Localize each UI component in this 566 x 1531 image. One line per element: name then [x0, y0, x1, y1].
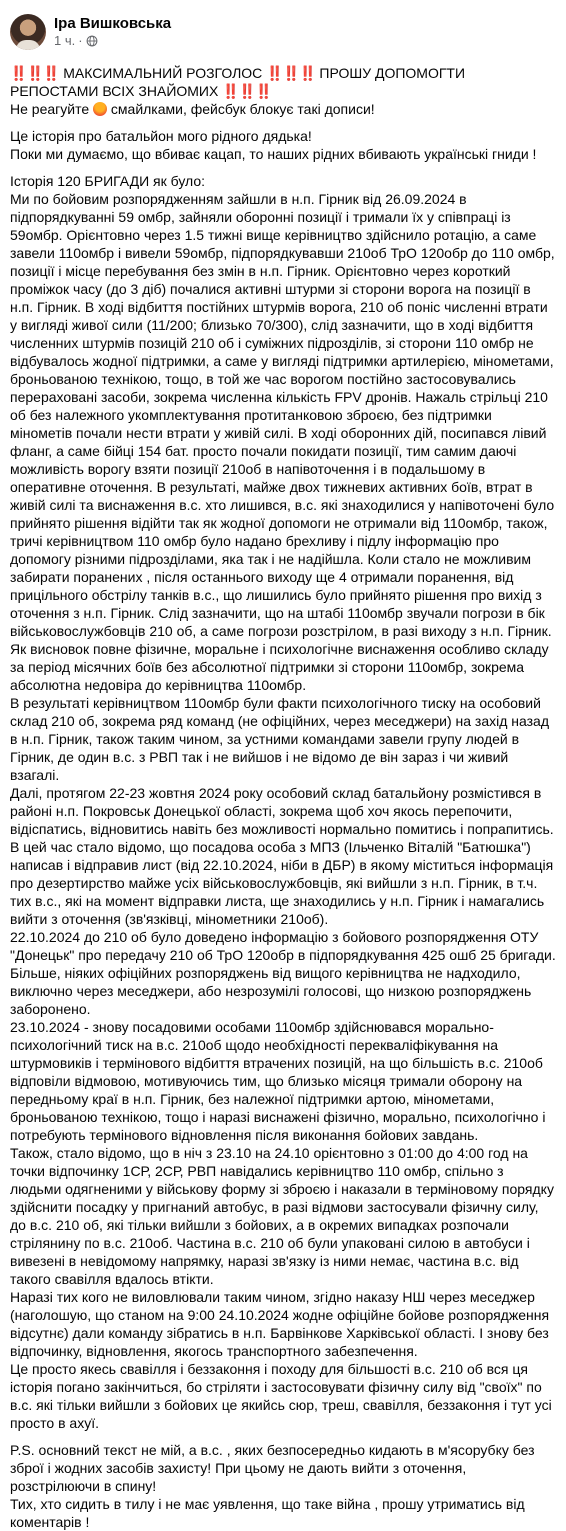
- double-exclamation-icon: ‼️: [282, 65, 300, 81]
- story-paragraph: В результаті керівництвом 110омбр були факти психологічного тиску на особовий склад 210 об, зокрема ряд команд (не офіційних, через меседжери) на захід назад в н.п. Гірник, також таким чином, за устними командами завели групу людей в Гірник, де один в.с. з РВП так і не вийшов і не відомо де він зараз і чи живий взагалі.: [10, 695, 550, 783]
- postscript: P.S. основний текст не мій, а в.с. , яких безпосередньо кидають в м'ясорубку без зброї і жодних засобів захисту! При цьому не дають вийти з оточення, розстрілюючи в спину!: [10, 1442, 535, 1494]
- story-paragraph: 23.10.2024 - знову посадовими особами 110омбр здійснювався морально-психологічний тиск на в.с. 210об щодо необхідності перекваліфікування на штурмовиків і термінового відбиття втрачених позицій, на що більшість в.с. 210об відповіли відмовою, мотивуючись тим, що близько місяця тримали оборону на передньому краї в н.п. Гірник, без належної підтримки артою, мінометами, броньованою технікою, тощо і наразі виснажені фізично, морально, психологічно і потребують термінового відновлення після виконання бойових завдань.: [10, 1019, 546, 1143]
- story-paragraph: Це просто якесь свавілля і беззаконня і походу для більшості в.с. 210 об вся ця історія погано закінчиться, бо стріляти і застосовувати фізичну силу від "своїх" по в.с. які тільки вийшли з бойових це якийсь сюр, треш, свавілля, беззаконня і тут усі просто в ахуї.: [10, 1361, 552, 1431]
- headline-rest: ПРОШУ ДОПОМОГТИ РЕПОСТАМИ ВСІХ ЗНАЙОМИХ: [10, 65, 466, 99]
- story-paragraph: Ми по бойовим розпорядженням зайшли в н.п. Гірник від 26.09.2024 в підпорядкуванні 59 омбр, зайняли оборонні позиції і тримали їх у співпраці із 59омбр. Орієнтовно через 1.5 тижні вище керівництво здійснило ротацію, а саме завели 110омбр і вивели 59омбр, підпорядкувавши 210об ТрО 120обр до 110 омбр, позиції і місце перебування без змін в н.п. Гірник. Орієнтовно через короткий проміжок часу (до 3 діб) почалися активні штурми зі сторони ворога на позиції в н.п. Гірник. В ході відбиття постійних штурмів ворога, 210 об поніс численні втрати у вигляді живої сили (11/200; близько 70/300), слід зазначити, що в ході відбиття численних штурмів позицій 210 об і суміжних підрозділів, зі сторони 110 омбр не відбувалось жодної підтримки, а саме у вигляді підтримки артилерією, мінометами, броньованою технікою, тощо, в той же час ворогом постійно застосовувались перераховані засоби, зокрема численна кількість FPV дронів. Нажаль стрільці 210 об без належного укомплектування протитанковою зброєю, без підтримки мінометів почали нести втрати у живій силі. В ході оборонних дій, посипався лівий фланг, а саме бійці 154 бат. просто почали покидати позиції, тим самим даючі можливість ворогу взяти позиції 210об в напівоточення і в подальшому в оперативне оточення. В результаті, майже двох тижневих активних боїв, втрат в живій силі та виснаження в.с. хто лишився, в.с. які знаходилися у напівоточені було прийнято рішення відійти так як жодної допомоги не отримали від 110омбр, також, тричі керівництвом 110 омбр було надано брехливу і підлу інформацію про допомогу різними підрозділами, яка так і не надійшла. Коли стало не можливим забирати поранених , після останнього виходу ще 4 отримали поранення, від прицільного обстрілу танків в.с., що лишились було прийнято рішення про вихід з оточення з н.п. Гірник. Слід зазначити, що на штабі 110омбр звучали погрози в бік військовослужбовців 210 об, а саме погрози розстрілом, в разі виходу з н.п. Гірник.: [10, 191, 555, 639]
- intro-line-2: Поки ми думаємо, що вбиває кацап, то наших рідних вбивають українські гниди !: [10, 146, 537, 162]
- double-exclamation-icon: ‼️: [42, 65, 60, 81]
- story-paragraph: Як висновок повне фізичне, моральне і психологічне виснаження особливо складу за період місячних боїв без абсолютної підтримки зі сторони 110омбр, зокрема абсолютна недовіра до керівництва 110омбр.: [10, 641, 549, 693]
- author-name[interactable]: Іра Вишковська: [54, 15, 172, 32]
- post-time[interactable]: 1 ч.: [54, 33, 76, 48]
- author-avatar[interactable]: [10, 14, 46, 50]
- story-paragraph: Далі, протягом 22-23 жовтня 2024 року особовий склад батальйону розмістився в районі н.п. Покровськ Донецької області, зокрема щоб хоч якось перепочити, відіспатись, відновитись навіть без можливості нормально помитись і попрапитись. В цей час стало відомо, що посадова особа з МПЗ (Ільченко Віталій "Батюшка") написав і відправив лист (від 22.10.2024, ніби в ДБР) в якому міститься інформація про дезертирство майже усіх військовослужбовців, які вийшли з н.п. Гірник, в т.ч. тих в.с., які на момент відправки листа, ще знаходились у н.п. Гірник і намагались вийти з оточення (зв'язківці, мінометники 210об).: [10, 785, 554, 927]
- postscript-request: Тих, хто сидить в тилу і не має уявлення, що таке війна , прошу утриматись від коментарів !: [10, 1496, 525, 1530]
- post-header: [10, 10, 556, 54]
- angry-face-icon: [93, 102, 107, 116]
- double-exclamation-icon: ‼️: [238, 83, 256, 99]
- double-exclamation-icon: ‼️: [10, 65, 27, 81]
- post-headline: [10, 64, 556, 100]
- double-exclamation-icon: ‼️: [299, 65, 316, 81]
- story-heading: Історія 120 БРИГАДИ як було:: [10, 173, 206, 189]
- post-body: [10, 64, 556, 1531]
- double-exclamation-icon: ‼️: [255, 83, 272, 99]
- reaction-warning: Не реагуйте смайлками, фейсбук блокує такі дописи!: [10, 101, 375, 117]
- intro-line-1: Це історія про батальйон мого рідного дядька!: [10, 128, 312, 144]
- story-paragraph: Наразі тих кого не виловлювали таким чином, згідно наказу НШ через меседжер (наголошую, що станом на 9:00 24.10.2024 жодне офіційне бойове розпорядження відсутнє) дали команду зібратись в н.п. Барвінкове Харківської області. І знову без відпочинку, відновлення, якогось транспортного забезпечення.: [10, 1289, 550, 1359]
- separator-dot: ·: [78, 33, 83, 48]
- post-subline: [54, 33, 171, 49]
- double-exclamation-icon: ‼️: [266, 65, 283, 81]
- story-paragraph: Також, стало відомо, що в ніч з 23.10 на 24.10 орієнтовно з 01:00 до 4:00 год на точки відпочинку 1СР, 2СР, РВП навідались керівництво 110 омбр, спільно з людьми одягненими у військову форму зі зброєю і наказали в терміновому порядку здійснити посадку у пригнаний автобус, в разі відмови застосували фізичну силу, до в.с. 210 об, які тільки вийшли з бойових, а в окремих випадках розпочали стрілянину по в.с. 210об. Частина в.с. 210 об були упаковані силою в автобуси і вивезені в невідомому напрямку, наразі зв'язку із ними немає, частина в.с. від такого свавілля вдалось втікти.: [10, 1145, 554, 1287]
- double-exclamation-icon: ‼️: [222, 83, 239, 99]
- headline-text: МАКСИМАЛЬНИЙ РОЗГОЛОС: [63, 65, 263, 81]
- globe-icon: [86, 35, 98, 47]
- post-meta: [54, 15, 171, 49]
- double-exclamation-icon: ‼️: [26, 65, 43, 81]
- story-paragraph: 22.10.2024 до 210 об було доведено інформацію з бойового розпорядження ОТУ "Донецьк" про передачу 210 об ТрО 120обр в підпорядкування 425 ошб 25 бригади. Більше, ніяких офіційних розпоряджень від вищого керівництва не надходило, виключно через меседжери, або незрозумілі голосові, що низкою розпоряджень заборонено.: [10, 929, 556, 1017]
